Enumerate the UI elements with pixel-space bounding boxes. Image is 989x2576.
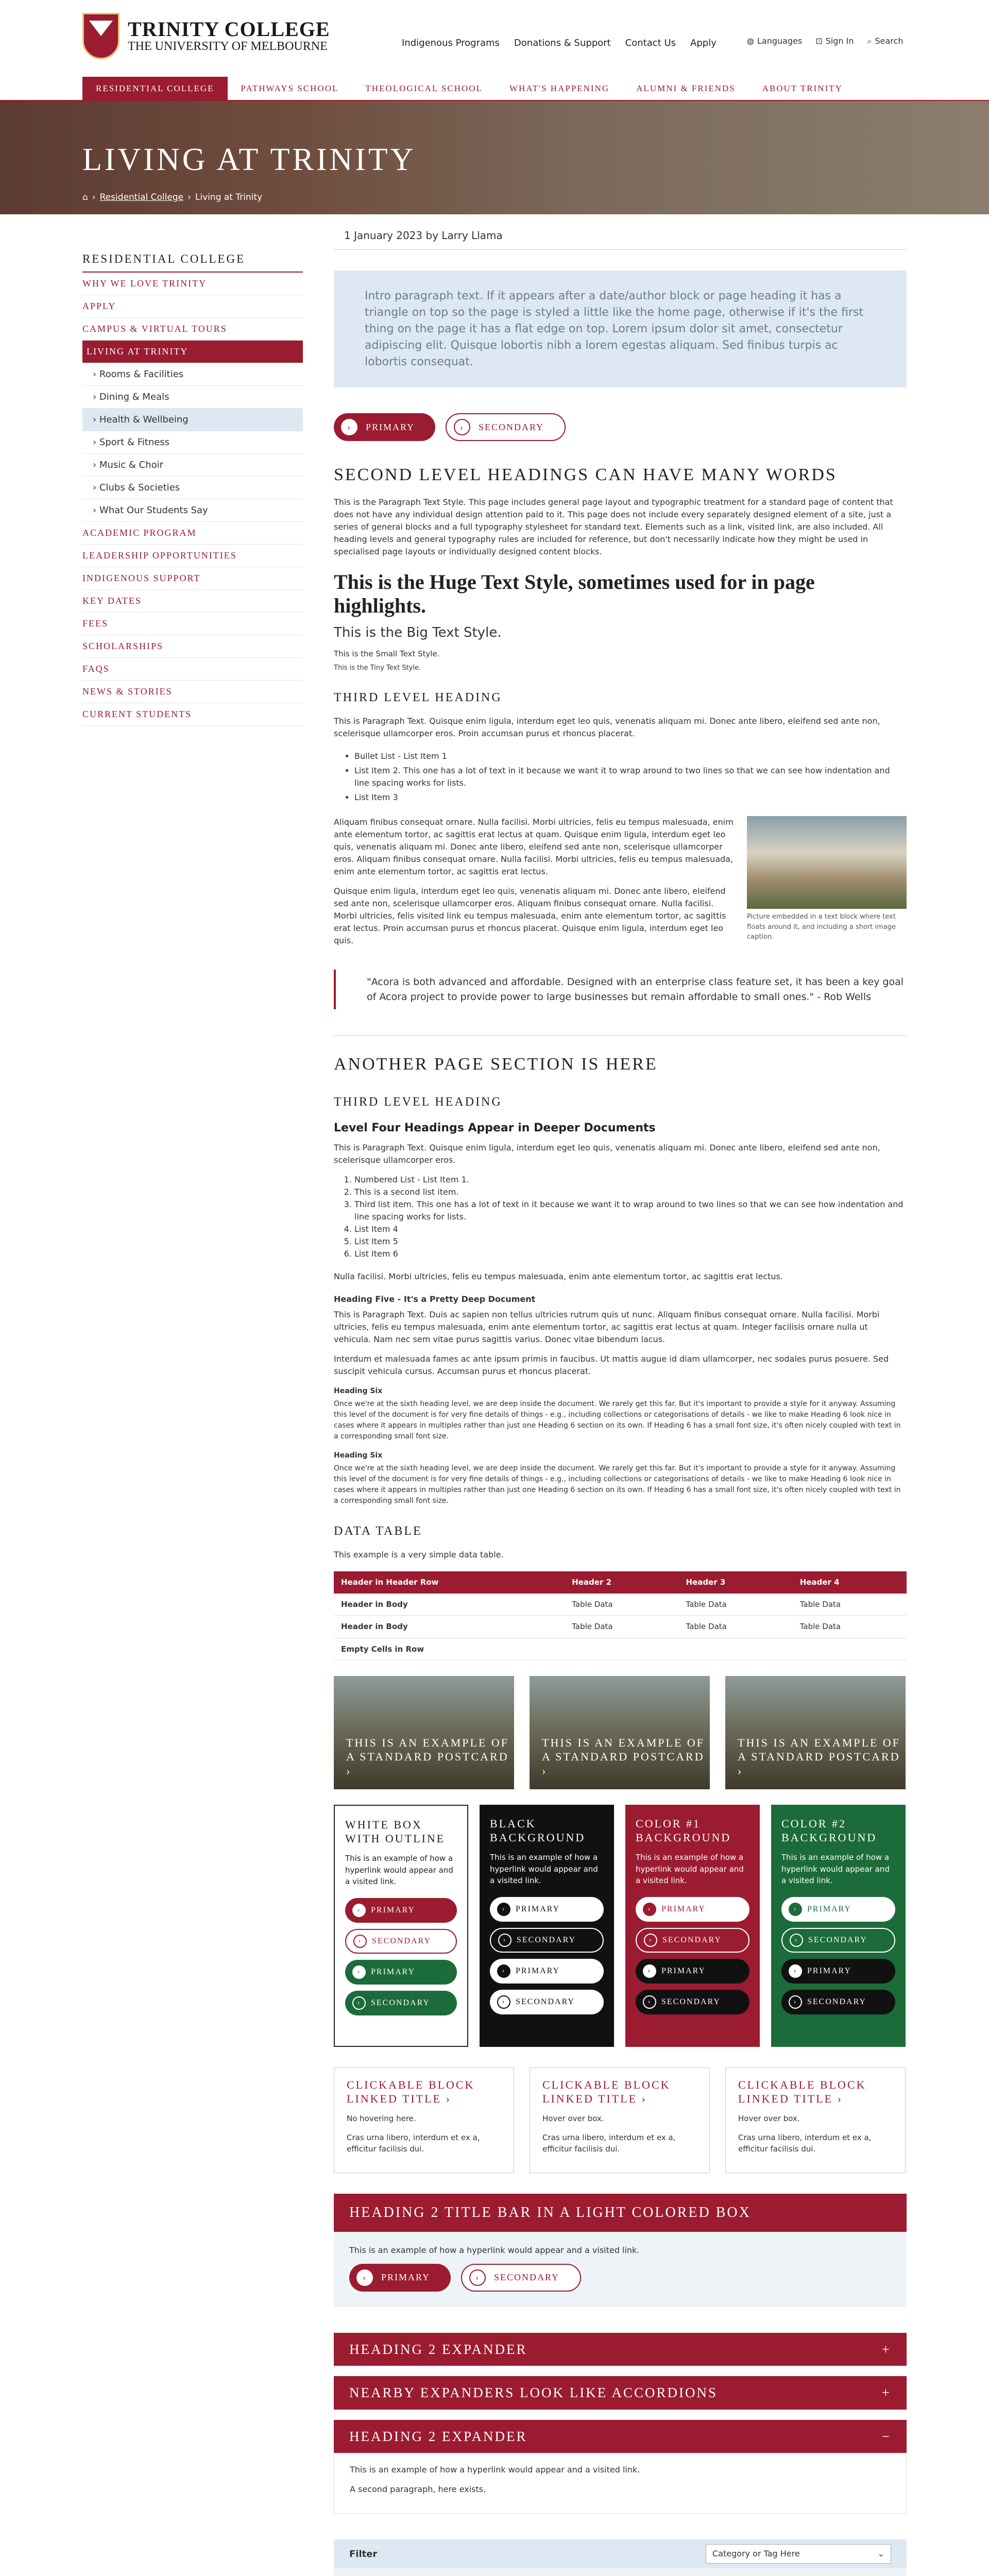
chevron-right-icon: › — [446, 2092, 451, 2105]
chevron-right-icon: › — [346, 1764, 352, 1777]
util-link[interactable]: Apply — [690, 38, 717, 48]
paragraph: Aliquam finibus consequat ornare. Nulla facilisi. Morbi ultricies, felis eu tempus malesuada, enim ante elementum tortor, ac sagittis erat lectus at quam. Quisque enim ligula, interdum eget leo quis, venenatis aliquam mi. Donec ante libero, eleifend sed ante non, scelerisque ullamcorper eros. Aliquam finibus consequat ornare. Nulla facilisi. Morbi ultricies, felis eu tempus malesuada, enim ante elementum tortor, ac sagittis erat lectus. — [334, 817, 734, 877]
chevron-right-icon: › — [738, 1764, 743, 1777]
divider — [334, 1035, 907, 1036]
heading-6: Heading Six — [334, 1387, 383, 1396]
category-select[interactable] — [706, 2544, 891, 2564]
nav-residential[interactable]: RESIDENTIAL COLLEGE — [82, 77, 228, 100]
chevron-right-icon: › — [352, 1996, 366, 2010]
clickable-block[interactable] — [530, 2067, 710, 2173]
heading-5: Heading Five - It's a Pretty Deep Document — [334, 1294, 536, 1304]
secondary-button-hover[interactable] — [490, 1990, 604, 2014]
nav-pathways[interactable]: PATHWAYS SCHOOL — [241, 83, 339, 93]
sidebar-item[interactable]: WHY WE LOVE TRINITY — [82, 273, 303, 295]
td: Empty Cells in Row — [334, 1638, 565, 1660]
td — [793, 1638, 907, 1660]
postcards — [334, 1676, 907, 1789]
icon-nav — [747, 35, 903, 47]
secondary-button-hover[interactable] — [636, 1990, 749, 2014]
postcard-label: THIS IS AN EXAMPLE OF A STANDARD POSTCARD — [542, 1736, 705, 1764]
button-row — [349, 2264, 891, 2292]
btn-label: SECONDARY — [494, 2272, 560, 2283]
td — [565, 1638, 678, 1660]
table-row — [334, 1616, 907, 1638]
th: Header 2 — [565, 1571, 678, 1594]
content-wrap — [0, 214, 989, 2576]
secondary-button[interactable] — [490, 1928, 604, 1953]
primary-button[interactable] — [781, 1897, 895, 1922]
btn-label: SECONDARY — [517, 1935, 576, 1944]
td: Header in Body — [334, 1594, 565, 1616]
td: Table Data — [793, 1594, 907, 1616]
sidebar-item-active[interactable]: LIVING AT TRINITY — [82, 341, 303, 363]
paragraph: A second paragraph, here exists. — [350, 2484, 486, 2495]
block-title-text: CLICKABLE BLOCK LINKED TITLE — [738, 2078, 866, 2105]
btn-label: SECONDARY — [516, 1997, 575, 2006]
sub-label: Health & Wellbeing — [99, 414, 189, 425]
chevron-right-icon: › — [789, 1903, 802, 1916]
breadcrumb — [82, 191, 907, 205]
chevron-right-icon: › — [356, 2269, 373, 2286]
btn-label: PRIMARY — [371, 1905, 416, 1914]
expander[interactable] — [334, 2376, 907, 2410]
postcard[interactable] — [334, 1676, 514, 1789]
crumb-link[interactable]: Residential College — [99, 192, 184, 202]
postcard-title — [346, 1736, 514, 1778]
th: Header 4 — [793, 1571, 907, 1594]
chevron-right-icon: › — [454, 419, 470, 435]
td — [678, 1638, 792, 1660]
chevron-right-icon: › — [497, 1995, 510, 2009]
paragraph: Interdum et malesuada fames ac ante ipsum primis in faucibus. Ut mattis augue id diam ullamcorper, nec sodales purus posuere. Sed suscipit vehicula cursus. Accumsan purus et rhoncus placerat. — [334, 1354, 889, 1377]
figure — [747, 816, 907, 954]
sidebar-item[interactable]: SCHOLARSHIPS — [82, 635, 303, 658]
list-item: 3. Third list item. This one has a lot of text in it because we want it to wrap around to two lines so that we can see how indentation and line spacing works for lists. — [354, 1198, 907, 1223]
paragraph: Quisque enim ligula, interdum eget leo quis, venenatis aliquam mi. Donec ante libero, eleifend sed ante non, scelerisque ullamcorper eros. Aliquam finibus consequat ornare. Nulla facilisi. Morbi ultricies, felis visited link eu tempus malesuada, enim ante elementum tortor, ac sagittis erat lectus. Proin accumsan purus et rhoncus placerat. Quisque enim ligula, interdum eget leo quis. — [334, 886, 726, 946]
main-nav — [0, 72, 989, 101]
block-note: Hover over box. — [738, 2114, 800, 2124]
sidebar-item[interactable]: APPLY — [82, 295, 303, 318]
primary-button-hover[interactable] — [345, 1960, 457, 1985]
big-text: This is the Big Text Style. — [334, 625, 502, 641]
paragraph: This is Paragraph Text. Quisque enim ligula, interdum eget leo quis, venenatis aliquam mi. Donec ante libero, eleifend sed ante non, scelerisque ullamcorper eros. — [334, 1143, 880, 1165]
block-note: Hover over box. — [542, 2114, 604, 2124]
sidebar-subitem-hover[interactable]: › Health & Wellbeing — [82, 409, 303, 431]
chevron-down-icon: ⌄ — [877, 2549, 884, 2559]
heading-3: THIRD LEVEL HEADING — [334, 691, 502, 705]
globe-icon: ◍ — [747, 36, 754, 46]
td: Table Data — [678, 1594, 792, 1616]
date-author: 1 January 2023 by Larry Llama — [334, 222, 907, 250]
btn-label: PRIMARY — [661, 1904, 706, 1913]
nav-alumni[interactable]: ALUMNI & FRIENDS — [636, 83, 736, 93]
btn-label: PRIMARY — [807, 1966, 852, 1975]
heading-4: Level Four Headings Appear in Deeper Documents — [334, 1122, 656, 1135]
chevron-right-icon: › — [497, 1964, 510, 1978]
table-row — [334, 1594, 907, 1616]
sidebar — [82, 214, 303, 2576]
sub-label: Clubs & Societies — [99, 482, 180, 493]
secondary-button[interactable] — [446, 413, 566, 441]
th: Header in Header Row — [334, 1571, 565, 1594]
expander[interactable] — [334, 2333, 907, 2366]
box-text: This is an example of how a hyperlink would appear and a visited link. — [490, 1853, 598, 1886]
list-item: • List Item 2. This one has a lot of text in it because we want it to wrap around to two lines so that we can see how indentation and line spacing works for lists. — [354, 765, 907, 789]
box-title: WHITE BOX WITH OUTLINE — [345, 1818, 446, 1845]
list-item: 2. This is a second list item. — [354, 1186, 907, 1198]
chevron-right-icon: › — [643, 1964, 656, 1978]
box-title: BLACK BACKGROUND — [490, 1817, 586, 1844]
float-text — [334, 816, 734, 954]
table-header-row — [334, 1571, 907, 1594]
primary-button-hover[interactable] — [636, 1959, 749, 1984]
sidebar-subitem[interactable]: › Music & Choir — [82, 454, 303, 477]
postcard[interactable] — [530, 1676, 710, 1789]
td: Table Data — [678, 1616, 792, 1638]
box-text: This is an example of how a hyperlink would appear and a visited link. — [636, 1853, 744, 1886]
button-row — [334, 413, 907, 441]
hero — [0, 101, 989, 214]
languages-button[interactable] — [747, 35, 802, 47]
sub-label: Sport & Fitness — [99, 436, 170, 448]
chevron-right-icon: › — [789, 1964, 802, 1978]
th: Header 3 — [678, 1571, 792, 1594]
title-bar: HEADING 2 TITLE BAR IN A LIGHT COLORED BOX — [334, 2194, 907, 2232]
search-icon: ⌕ — [867, 36, 872, 46]
filter-bar — [334, 2539, 907, 2568]
box-text: This is an example of how a hyperlink would appear and a visited link. — [781, 1853, 890, 1886]
secondary-button-hover[interactable] — [781, 1990, 895, 2014]
list-item: 4. List Item 4 — [354, 1223, 907, 1235]
plus-icon: + — [881, 2341, 891, 2357]
numbered-list — [354, 1174, 907, 1260]
box-black — [480, 1805, 614, 2047]
td: Table Data — [565, 1594, 678, 1616]
paragraph: This is Paragraph Text. Quisque enim ligula, interdum eget leo quis, venenatis aliquam mi. Donec ante libero, eleifend sed ante non, scelerisque ullamcorper eros. Proin accumsan purus et rhoncus placerat. — [334, 716, 880, 739]
chevron-right-icon: › — [498, 1934, 511, 1947]
block-note: No hovering here. — [347, 2114, 416, 2124]
crumb-sep: › — [187, 192, 191, 202]
paragraph: This is Paragraph Text. Duis ac sapien non tellus ultricies rutrum quis ut nunc. Aliquam finibus consequat ornare. Nulla facilisi. Morbi ultricies, felis eu tempus malesuada, enim ante elementum tortor, ac sagittis erat lectus at quam. Integer facilisis ornare nulla ut vehicula. Nam nec sem vitae purus sagittis varius. Donec vitae bibendum lacus. — [334, 1310, 880, 1345]
select-value: Category or Tag Here — [712, 2549, 800, 2559]
block-title — [347, 2078, 501, 2106]
list-item: • Bullet List - List Item 1 — [354, 750, 907, 762]
postcard-title — [542, 1736, 710, 1778]
paragraph: This example is a very simple data table. — [334, 1550, 504, 1560]
chevron-right-icon: › — [643, 1903, 656, 1916]
sub-label: Rooms & Facilities — [99, 368, 184, 380]
chevron-right-icon: › — [641, 2092, 647, 2105]
brand-title: TRINITY COLLEGE — [128, 17, 330, 41]
block-title — [738, 2078, 893, 2106]
chevron-right-icon: › — [837, 2092, 843, 2105]
main-content — [334, 214, 907, 2576]
block-title-text: CLICKABLE BLOCK LINKED TITLE — [347, 2078, 475, 2105]
expander-open[interactable] — [334, 2420, 907, 2453]
td: Header in Body — [334, 1616, 565, 1638]
logo[interactable] — [82, 13, 330, 59]
students-photo — [747, 816, 907, 909]
search-button[interactable] — [867, 35, 903, 47]
secondary-button[interactable] — [345, 1929, 457, 1954]
table-row — [334, 1638, 907, 1660]
sidebar-item[interactable]: FAQS — [82, 658, 303, 681]
clickable-block[interactable] — [334, 2067, 514, 2173]
signin-label: Sign In — [825, 36, 854, 46]
box-color-2 — [771, 1805, 906, 2047]
primary-button[interactable] — [636, 1897, 749, 1922]
sub-label: What Our Students Say — [99, 504, 208, 516]
sidebar-subitem[interactable]: › What Our Students Say — [82, 499, 303, 522]
huge-text: This is the Huge Text Style, sometimes used for in page highlights. — [334, 570, 815, 618]
box-title: COLOR #1 BACKGROUND — [636, 1817, 731, 1844]
sidebar-item[interactable]: LEADERSHIP OPPORTUNITIES — [82, 545, 303, 567]
filter-label: Filter — [349, 2548, 378, 2560]
data-table — [334, 1571, 907, 1660]
btn-label: SECONDARY — [662, 1935, 722, 1944]
block-title — [542, 2078, 697, 2106]
sidebar-subitem[interactable]: › Clubs & Societies — [82, 477, 303, 499]
sidebar-heading: RESIDENTIAL COLLEGE — [82, 250, 303, 273]
heading-6: Heading Six — [334, 1451, 383, 1460]
box-text: This is an example of how a hyperlink would appear and a visited link. — [345, 1854, 453, 1887]
languages-label: Languages — [757, 36, 803, 46]
secondary-button-hover[interactable] — [345, 1991, 457, 2015]
small-text: This is the Small Text Style. — [334, 649, 440, 659]
btn-label: PRIMARY — [366, 421, 415, 432]
clickable-blocks — [334, 2067, 907, 2173]
title-bar-body — [334, 2232, 907, 2307]
paragraph-small: Once we're at the sixth heading level, we are deep inside the document. We rarely get this far. But it's important to provide a style for it anyway. Assuming this level of the document is for very fine details of things - e.g., including collections or categorisations of details - we like to make Heading 6 look nice in cases where it appears in multiples rather than just one Heading 6 section on its own. If Heading 6 has a small font size, it's often nicely coupled with text in a corresponding small font size. — [334, 1464, 901, 1505]
sidebar-subitem[interactable]: › Dining & Meals — [82, 386, 303, 409]
btn-label: SECONDARY — [479, 421, 544, 432]
minus-icon: − — [881, 2428, 891, 2444]
sub-label: Music & Choir — [99, 459, 164, 470]
chevron-right-icon: › — [352, 1904, 366, 1917]
paragraph: This is the Paragraph Text Style. This page includes general page layout and typographic treatment for a standard page of content that does not have any individual design attention paid to it. This page does not include every separately designed element of a site, just a series of general blocks and a full typography stylesheet for standard text. Elements such as a link, visited link, are also included. All heading levels and general typography rules are included for reference, but don't necessarily indicate how they might be used in specialised page layouts or individually designed content blocks. — [334, 497, 893, 557]
blockquote: "Acora is both advanced and affordable. Designed with an enterprise class feature set, it has been a key goal of Acora project to provide power to large businesses but remain affordable to small ones." - Rob Wells — [334, 970, 907, 1009]
postcard-label: THIS IS AN EXAMPLE OF A STANDARD POSTCARD — [738, 1736, 901, 1764]
primary-button[interactable] — [349, 2264, 451, 2292]
list-item: 6. List Item 6 — [354, 1248, 907, 1260]
btn-label: SECONDARY — [661, 1997, 721, 2006]
chevron-right-icon: › — [497, 1903, 510, 1916]
chevron-right-icon: › — [341, 419, 357, 435]
search-label: Search — [875, 36, 903, 46]
sidebar-item[interactable]: NEWS & STORIES — [82, 681, 303, 703]
util-link[interactable]: Indigenous Programs — [402, 38, 500, 48]
crest-icon — [82, 13, 120, 59]
home-icon[interactable]: ⌂ — [82, 192, 88, 202]
chevron-right-icon: › — [542, 1764, 548, 1777]
box-color-1 — [625, 1805, 760, 2047]
heading-3: THIRD LEVEL HEADING — [334, 1095, 502, 1109]
sidebar-item[interactable]: CAMPUS & VIRTUAL TOURS — [82, 318, 303, 341]
heading-2: SECOND LEVEL HEADINGS CAN HAVE MANY WORDS — [334, 465, 837, 485]
expander-body — [334, 2453, 907, 2514]
chevron-right-icon: › — [644, 1934, 657, 1947]
postcard-label: THIS IS AN EXAMPLE OF A STANDARD POSTCARD — [346, 1736, 509, 1764]
btn-label: SECONDARY — [371, 1998, 430, 2007]
nav-about[interactable]: ABOUT TRINITY — [762, 83, 843, 93]
box-white — [334, 1805, 468, 2047]
nav-theological[interactable]: THEOLOGICAL SCHOOL — [365, 83, 483, 93]
postcard-title — [738, 1736, 906, 1778]
btn-label: PRIMARY — [516, 1966, 560, 1975]
sidebar-item[interactable]: INDIGENOUS SUPPORT — [82, 567, 303, 590]
paragraph: Nulla facilisi. Morbi ultricies, felis eu tempus malesuada, enim ante elementum tortor, ac sagittis erat lectus. — [334, 1272, 783, 1282]
secondary-button[interactable] — [461, 2264, 581, 2292]
primary-button-hover[interactable] — [490, 1959, 604, 1984]
lock-icon: ⊡ — [815, 36, 823, 46]
sidebar-subitem[interactable]: › Sport & Fitness — [82, 431, 303, 454]
util-link[interactable]: Donations & Support — [514, 38, 611, 48]
sidebar-subitem[interactable]: › Rooms & Facilities — [82, 363, 303, 386]
block-text: Cras urna libero, interdum et ex a, efficitur facilisis dui. — [347, 2132, 480, 2154]
sidebar-item[interactable]: FEES — [82, 613, 303, 635]
chevron-right-icon: › — [643, 1995, 656, 2009]
sidebar-item[interactable]: CURRENT STUDENTS — [82, 703, 303, 726]
sidebar-item[interactable]: KEY DATES — [82, 590, 303, 613]
expander-label: NEARBY EXPANDERS LOOK LIKE ACCORDIONS — [349, 2385, 718, 2401]
expander-label: HEADING 2 EXPANDER — [349, 2428, 527, 2444]
postcard[interactable] — [725, 1676, 906, 1789]
secondary-button[interactable] — [781, 1928, 895, 1953]
paragraph-small: Once we're at the sixth heading level, we are deep inside the document. We rarely get this far. But it's important to provide a style for it anyway. Assuming this level of the document is for very fine details of things - e.g., including collections or categorisations of details - we like to make Heading 6 look nice in cases where it appears in multiples rather than just one Heading 6 section on its own. If Heading 6 has a small font size, it's often nicely coupled with text in a corresponding small font size. — [334, 1400, 901, 1441]
secondary-button[interactable] — [636, 1928, 749, 1953]
paragraph: This is an example of how a hyperlink would appear and a visited link. — [350, 2465, 640, 2475]
td: Table Data — [793, 1616, 907, 1638]
bullet-list — [354, 750, 907, 804]
block-title-text: CLICKABLE BLOCK LINKED TITLE — [542, 2078, 671, 2105]
chevron-right-icon: › — [789, 1995, 802, 2009]
sidebar-item[interactable]: ACADEMIC PROGRAM — [82, 522, 303, 545]
list-item: • List Item 3 — [354, 791, 907, 804]
block-text: Cras urna libero, interdum et ex a, efficitur facilisis dui. — [738, 2132, 872, 2154]
btn-label: PRIMARY — [807, 1904, 852, 1913]
heading-2: ANOTHER PAGE SECTION IS HERE — [334, 1055, 658, 1074]
tiny-text: This is the Tiny Text Style. — [334, 664, 421, 672]
clickable-block[interactable] — [725, 2067, 906, 2173]
btn-label: PRIMARY — [516, 1904, 560, 1913]
util-link[interactable]: Contact Us — [625, 38, 676, 48]
chevron-right-icon: › — [352, 1965, 366, 1979]
btn-label: PRIMARY — [371, 1967, 416, 1976]
table-heading: DATA TABLE — [334, 1524, 422, 1538]
list-item: 1. Numbered List - List Item 1. — [354, 1174, 907, 1186]
primary-button[interactable] — [345, 1898, 457, 1923]
nav-happening[interactable]: WHAT'S HAPPENING — [509, 83, 610, 93]
primary-button[interactable] — [490, 1897, 604, 1922]
crumb-current: Living at Trinity — [195, 192, 263, 202]
float-block — [334, 816, 907, 954]
intro-paragraph: Intro paragraph text. If it appears after a date/author block or page heading it has a triangle on top so the page is styled a little like the home page, otherwise if it's the first thing on the page it has a flat edge on top. Lorem ipsum dolor sit amet, consectetur adipiscing elit. Quisque lobortis nibh a lorem egestas aliquam. Sed finibus turpis ac lobortis consequat. — [334, 270, 907, 387]
signin-button[interactable] — [815, 35, 854, 47]
crumb-sep: › — [92, 192, 96, 202]
chevron-right-icon: › — [790, 1934, 803, 1947]
primary-button-hover[interactable] — [781, 1959, 895, 1984]
chevron-right-icon: › — [469, 2269, 486, 2286]
chevron-right-icon: › — [353, 1935, 367, 1948]
paragraph: This is an example of how a hyperlink would appear and a visited link. — [349, 2245, 640, 2255]
featured-item — [334, 2568, 907, 2576]
box-title: COLOR #2 BACKGROUND — [781, 1817, 877, 1844]
btn-label: PRIMARY — [661, 1966, 706, 1975]
primary-button[interactable] — [334, 413, 435, 441]
btn-label: SECONDARY — [807, 1997, 866, 2006]
image-caption: Picture embedded in a text block where text floats around it, and including a short image caption. — [747, 913, 896, 941]
colour-boxes — [334, 1805, 907, 2047]
plus-icon: + — [881, 2385, 891, 2401]
brand-subtitle: THE UNIVERSITY OF MELBOURNE — [128, 39, 328, 53]
btn-label: SECONDARY — [372, 1936, 431, 1945]
td: Table Data — [565, 1616, 678, 1638]
btn-label: PRIMARY — [381, 2272, 431, 2283]
block-text: Cras urna libero, interdum et ex a, efficitur facilisis dui. — [542, 2132, 676, 2154]
top-bar — [0, 0, 989, 72]
utility-nav — [402, 36, 717, 50]
expander-label: HEADING 2 EXPANDER — [349, 2341, 527, 2357]
list-item: 5. List Item 5 — [354, 1235, 907, 1248]
page-title: LIVING AT TRINITY — [82, 142, 416, 177]
btn-label: SECONDARY — [808, 1935, 867, 1944]
sub-label: Dining & Meals — [99, 391, 169, 402]
